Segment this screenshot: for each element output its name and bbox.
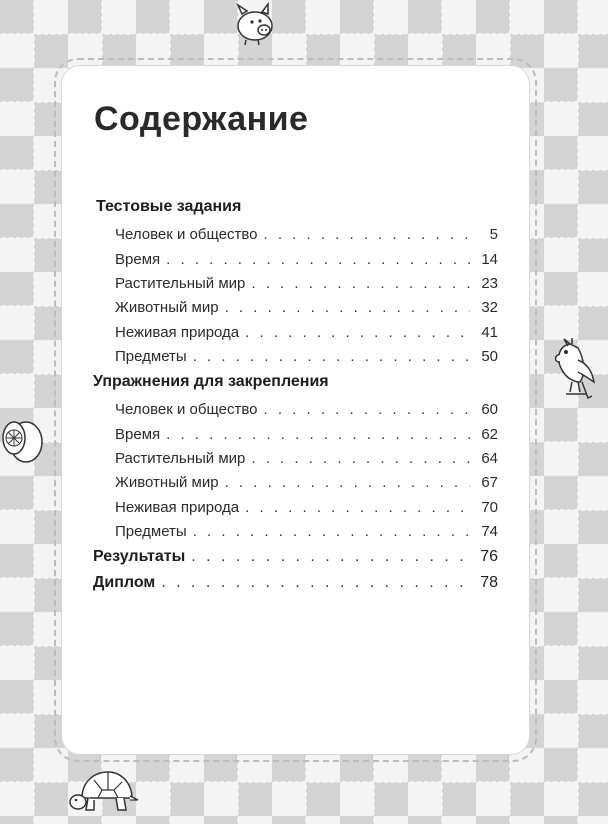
- toc-item-label: Предметы: [115, 348, 187, 365]
- toc-item: [115, 499, 498, 516]
- toc-leader: [166, 426, 470, 443]
- page-title: Содержание: [94, 100, 309, 138]
- toc-leader: [251, 450, 470, 467]
- toc-leader: [245, 499, 470, 516]
- toc-section-label: Результаты: [93, 548, 186, 565]
- toc-item-label: Растительный мир: [115, 275, 246, 292]
- toc-item-page: 5: [489, 226, 498, 243]
- toc-item-label: Время: [115, 251, 161, 268]
- toc-item-label: Человек и общество: [115, 401, 258, 418]
- toc-leader: [225, 474, 470, 491]
- toc-item-page: 14: [481, 251, 498, 268]
- toc-item-page: 70: [481, 499, 498, 516]
- toc-item-page: 62: [481, 426, 498, 443]
- toc-item-page: 41: [481, 324, 498, 341]
- toc-item-page: 60: [481, 401, 498, 418]
- toc-item-page: 67: [481, 474, 498, 491]
- toc-item: [115, 450, 498, 467]
- toc-item: [115, 324, 498, 341]
- toc-item-page: 76: [480, 548, 498, 565]
- toc-item-label: Растительный мир: [115, 450, 246, 467]
- toc-leader: [193, 523, 470, 540]
- toc-item-label: Неживая природа: [115, 499, 240, 516]
- toc-section-label: Упражнения для закрепления: [93, 373, 329, 390]
- toc-leader: [245, 324, 470, 341]
- toc-item-page: 64: [481, 450, 498, 467]
- toc-item: [115, 474, 498, 491]
- toc-item-label: Человек и общество: [115, 226, 258, 243]
- toc-item: [115, 401, 498, 418]
- toc-item: [115, 523, 498, 540]
- toc-item-page: 78: [480, 574, 498, 591]
- toc-item-page: 74: [481, 523, 498, 540]
- toc-item-page: 50: [481, 348, 498, 365]
- toc-item-label: Животный мир: [115, 299, 219, 316]
- toc-item-label: Животный мир: [115, 474, 219, 491]
- toc-item: [115, 275, 498, 292]
- toc-leader: [264, 401, 471, 418]
- toc-item: [115, 299, 498, 316]
- toc-leader: [251, 275, 470, 292]
- toc-leader: [225, 299, 470, 316]
- toc-leader: [193, 348, 470, 365]
- toc-leader: [264, 226, 471, 243]
- toc-item-label: Предметы: [115, 523, 187, 540]
- lemon-icon: [0, 414, 46, 466]
- toc-item: [115, 348, 498, 365]
- toc-item-label: Время: [115, 426, 161, 443]
- pig-icon: [228, 2, 280, 46]
- toc-section-exercises: [93, 373, 413, 391]
- toc-item-page: 23: [481, 275, 498, 292]
- toc-leader: [191, 548, 470, 566]
- toc-section-tests: [96, 198, 276, 216]
- toc-leader: [166, 251, 470, 268]
- toc-item-label: Неживая природа: [115, 324, 240, 341]
- toc-section-diploma: [93, 574, 498, 592]
- toc-leader: [161, 574, 470, 592]
- parrot-icon: [548, 338, 598, 402]
- toc-item: [115, 251, 498, 268]
- toc-section-label: Тестовые задания: [96, 198, 242, 215]
- toc-item: [115, 226, 498, 243]
- turtle-icon: [68, 764, 140, 820]
- toc-item-page: 32: [481, 299, 498, 316]
- toc-item: [115, 426, 498, 443]
- toc-section-label: Диплом: [93, 574, 156, 591]
- toc-section-results: [93, 548, 498, 566]
